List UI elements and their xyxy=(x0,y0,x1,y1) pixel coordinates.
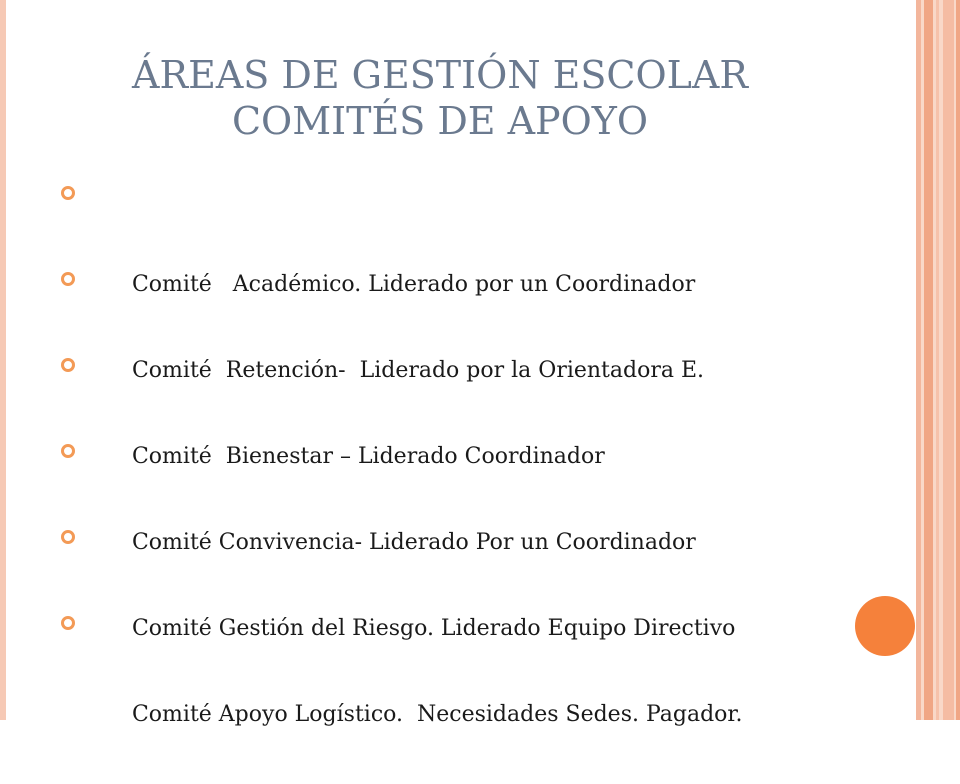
bullet-item xyxy=(60,514,840,641)
bullet-item xyxy=(60,256,840,383)
ring-bullet-icon xyxy=(60,443,76,459)
bullet-item xyxy=(60,600,840,727)
bullet-text: Comité Gestión del Riesgo. Liderado Equipo Directivo xyxy=(131,616,736,641)
ring-bullet-icon xyxy=(60,615,76,631)
ring-bullet-icon xyxy=(60,271,76,287)
bullet-item xyxy=(60,342,840,469)
bullet-text: Comité Retención- Liderado por la Orientadora E. xyxy=(131,358,705,383)
title-line-1: ÁREAS DE GESTIÓN ESCOLAR xyxy=(132,53,748,97)
bullet-text: Comité Académico. Liderado por un Coordinador xyxy=(131,272,696,297)
bullet-list xyxy=(60,170,840,727)
stripe xyxy=(956,0,960,720)
bullet-text: Comité Bienestar – Liderado Coordinador xyxy=(131,444,605,469)
slide-title xyxy=(60,52,820,144)
stripe xyxy=(936,0,939,720)
stripe xyxy=(916,0,921,720)
ring-bullet-icon xyxy=(60,357,76,373)
title-line-2: COMITÉS DE APOYO xyxy=(231,99,649,143)
accent-dot xyxy=(855,596,915,656)
right-decorative-stripes xyxy=(916,0,960,720)
stripe xyxy=(924,0,933,720)
ring-bullet-icon xyxy=(60,185,76,201)
stripe xyxy=(943,0,954,720)
bullet-item xyxy=(60,428,840,555)
left-border xyxy=(0,0,6,720)
bullet-item xyxy=(60,170,840,297)
bullet-text: Comité Apoyo Logístico. Necesidades Sedes. Pagador. xyxy=(131,702,743,727)
bullet-text: Comité Convivencia- Liderado Por un Coordinador xyxy=(131,530,696,555)
ring-bullet-icon xyxy=(60,529,76,545)
